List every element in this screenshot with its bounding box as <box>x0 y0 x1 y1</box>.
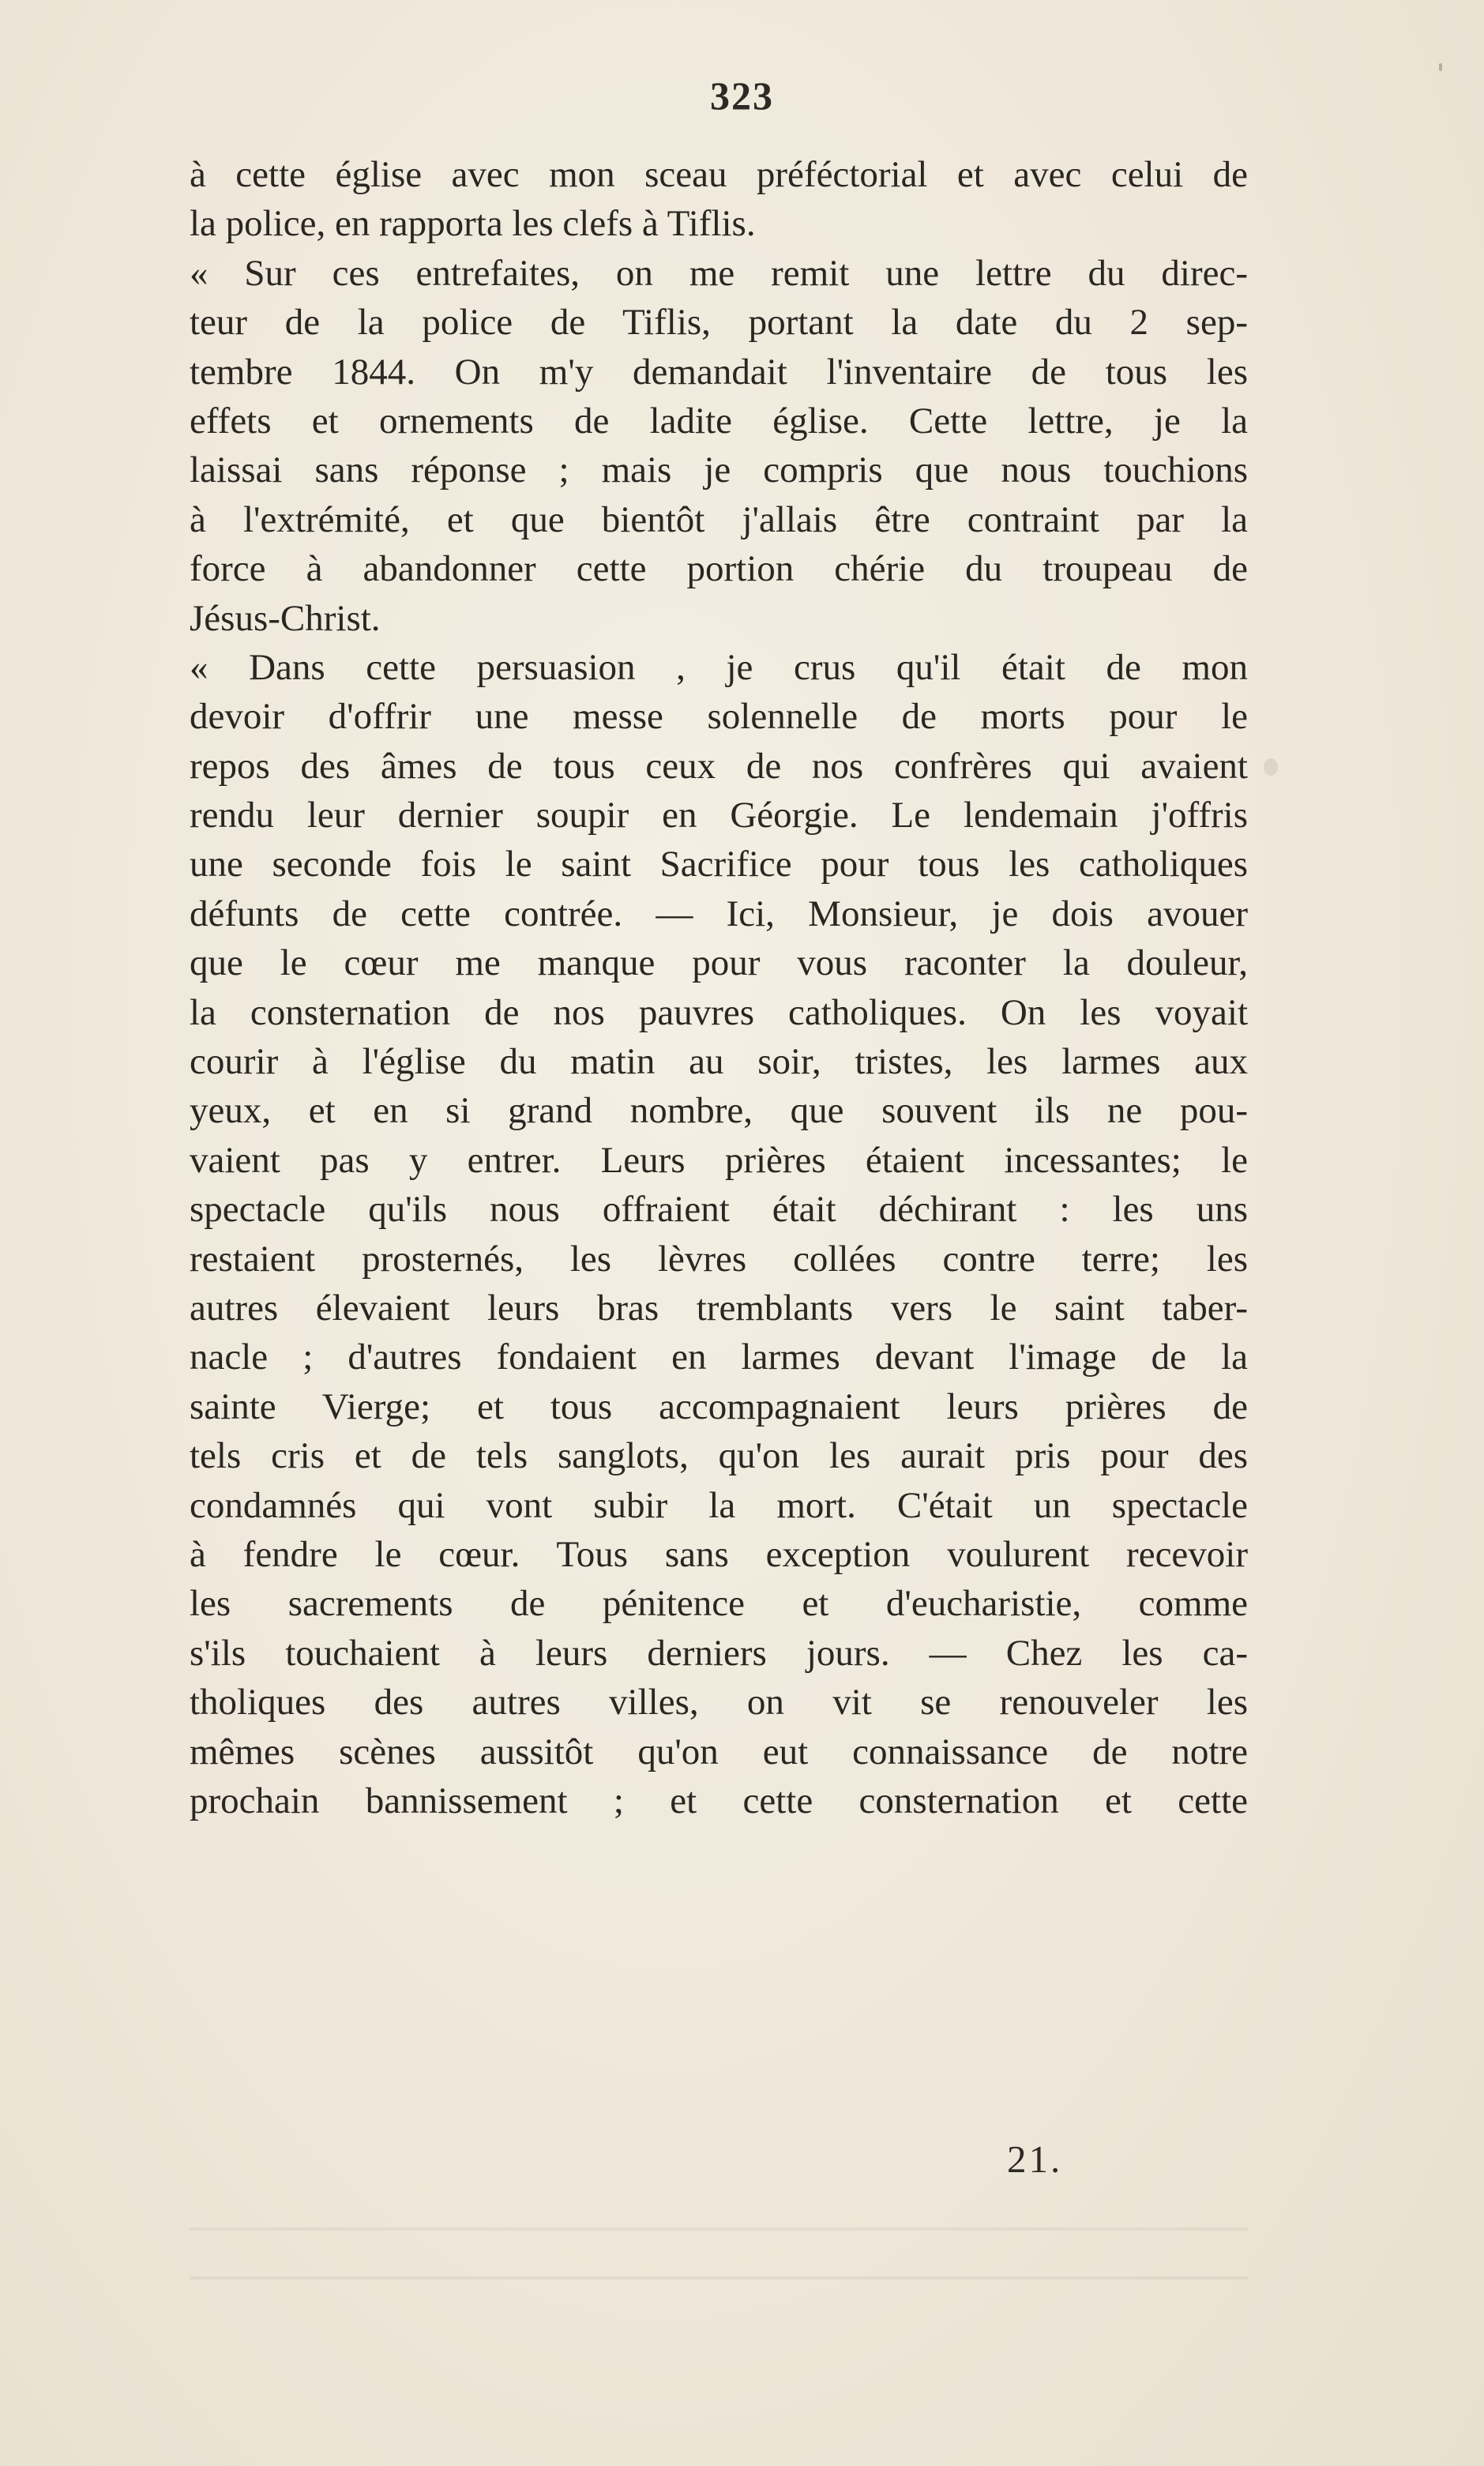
text-line: spectacle qu'ils nous offraient était déchirant : les uns <box>190 1189 1248 1231</box>
text-line: les sacrements de pénitence et d'eucharistie, comme <box>190 1583 1248 1625</box>
body-text <box>190 150 1248 1825</box>
text-line: Jésus-Christ. <box>190 597 381 639</box>
text-line: tels cris et de tels sanglots, qu'on les aurait pris pour des <box>190 1435 1248 1477</box>
text-line: tholiques des autres villes, on vit se renouveler les <box>190 1682 1248 1724</box>
text-line: s'ils touchaient à leurs derniers jours. — Chez les ca- <box>190 1632 1248 1674</box>
text-line: à fendre le cœur. Tous sans exception voulurent recevoir <box>190 1533 1248 1575</box>
text-line: la police, en rapporta les clefs à Tiflis. <box>190 203 756 245</box>
text-line: restaient prosternés, les lèvres collées contre terre; les <box>190 1238 1248 1280</box>
text-line: force à abandonner cette portion chérie du troupeau de <box>190 548 1248 590</box>
bleed-through-text <box>190 2204 1248 2322</box>
text-line: sainte Vierge; et tous accompagnaient leurs prières de <box>190 1385 1248 1427</box>
page-number: 323 <box>710 73 774 118</box>
text-line: repos des âmes de tous ceux de nos confrères qui avaient <box>190 745 1248 787</box>
text-line: vaient pas y entrer. Leurs prières étaient incessantes; le <box>190 1139 1248 1181</box>
text-line: défunts de cette contrée. — Ici, Monsieur, je dois avouer <box>190 893 1248 934</box>
text-line: condamnés qui vont subir la mort. C'était un spectacle <box>190 1484 1248 1526</box>
text-line: autres élevaient leurs bras tremblants vers le saint taber- <box>190 1287 1248 1329</box>
text-line: « Dans cette persuasion , je crus qu'il était de mon <box>190 646 1248 688</box>
text-line: effets et ornements de ladite église. Cette lettre, je la <box>190 400 1248 442</box>
text-line: la consternation de nos pauvres catholiques. On les voyait <box>190 991 1248 1033</box>
text-line: que le cœur me manque pour vous raconter la douleur, <box>190 942 1248 984</box>
text-line: une seconde fois le saint Sacrifice pour tous les catholiques <box>190 844 1248 885</box>
text-line: devoir d'offrir une messe solennelle de morts pour le <box>190 696 1248 738</box>
text-line: prochain bannissement ; et cette consternation et cette <box>190 1780 1248 1821</box>
text-line: à l'extrémité, et que bientôt j'allais être contraint par la <box>190 498 1248 540</box>
text-line: teur de la police de Tiflis, portant la date du 2 sep- <box>190 302 1248 344</box>
text-line: laissai sans réponse ; mais je compris que nous touchions <box>190 449 1248 491</box>
text-line: mêmes scènes aussitôt qu'on eut connaissance de notre <box>190 1731 1248 1772</box>
text-line: « Sur ces entrefaites, on me remit une lettre du direc- <box>190 252 1248 294</box>
paper-speck <box>1439 63 1442 71</box>
paper-stain <box>1264 758 1278 776</box>
signature-mark: 21. <box>1007 2137 1063 2181</box>
text-line: yeux, et en si grand nombre, que souvent ils ne pou- <box>190 1090 1248 1132</box>
text-line: courir à l'église du matin au soir, tristes, les larmes aux <box>190 1041 1248 1083</box>
text-line: rendu leur dernier soupir en Géorgie. Le lendemain j'offris <box>190 795 1248 836</box>
text-line: à cette église avec mon sceau préféctorial et avec celui de <box>190 154 1248 195</box>
text-line: tembre 1844. On m'y demandait l'inventaire de tous les <box>190 351 1248 393</box>
text-line: nacle ; d'autres fondaient en larmes devant l'image de la <box>190 1336 1248 1378</box>
